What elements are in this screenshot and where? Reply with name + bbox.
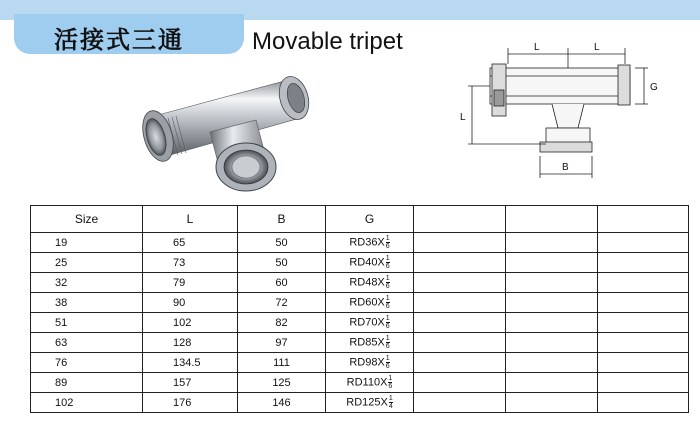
fraction-denominator: 6 [385,363,390,370]
cell-empty [598,293,689,313]
cell-l: 176 [143,393,238,413]
column-header-g: G [326,206,414,233]
thread-fraction [386,235,390,250]
fraction-numerator: 1 [385,235,390,242]
fraction-numerator: 1 [385,295,390,302]
fraction-denominator: 6 [385,343,390,350]
thread-spec: RD70X [349,316,385,329]
cell-empty [506,353,598,373]
fraction-denominator: 6 [385,283,390,290]
fraction-denominator: 6 [388,383,393,390]
tee-fitting-photo [128,60,328,195]
cell-size: 32 [31,273,143,293]
thread-fraction [386,315,390,330]
cell-empty [598,333,689,353]
cell-empty [506,253,598,273]
page-title-english: Movable tripet [252,28,403,55]
cell-empty [414,313,506,333]
table-row [31,253,689,273]
thread-fraction [386,255,390,270]
cell-l: 134.5 [143,353,238,373]
table-header-row [31,206,689,233]
thread-fraction [386,275,390,290]
page-title-chinese: 活接式三通 [54,26,184,54]
cell-l: 65 [143,233,238,253]
cell-empty [414,353,506,373]
cell-empty [414,333,506,353]
column-header-size: Size [31,206,143,233]
cell-empty [506,293,598,313]
cell-l: 157 [143,373,238,393]
cell-b: 50 [238,253,326,273]
spec-table [30,205,689,413]
cell-b: 50 [238,233,326,253]
thread-fraction [386,295,390,310]
cell-b: 82 [238,313,326,333]
thread-spec: RD60X [349,296,385,309]
column-header-empty [598,206,689,233]
fraction-numerator: 1 [385,275,390,282]
cell-l: 73 [143,253,238,273]
cell-empty [598,393,689,413]
cell-l: 128 [143,333,238,353]
fraction-denominator: 4 [388,403,393,410]
column-header-empty [506,206,598,233]
cell-size: 25 [31,253,143,273]
tee-technical-drawing [460,32,675,192]
thread-spec: RD85X [349,336,385,349]
fraction-denominator: 6 [385,323,390,330]
thread-fraction [388,375,392,390]
cell-empty [414,373,506,393]
table-row [31,373,689,393]
thread-spec: RD36X [349,236,385,249]
cell-l: 79 [143,273,238,293]
cell-size: 63 [31,333,143,353]
cell-g [326,233,414,253]
cell-size: 102 [31,393,143,413]
cell-empty [506,313,598,333]
cell-size: 38 [31,293,143,313]
title-tab [14,14,244,54]
cell-l: 102 [143,313,238,333]
cell-b: 60 [238,273,326,293]
cell-size: 89 [31,373,143,393]
thread-fraction [386,355,390,370]
fraction-numerator: 1 [385,315,390,322]
cell-empty [506,393,598,413]
cell-b: 72 [238,293,326,313]
thread-spec: RD40X [349,256,385,269]
cell-empty [598,253,689,273]
cell-g [326,393,414,413]
cell-b: 97 [238,333,326,353]
cell-empty [506,233,598,253]
table-row [31,393,689,413]
cell-b: 125 [238,373,326,393]
thread-spec: RD110X [346,376,388,389]
cell-empty [598,373,689,393]
thread-fraction [389,395,393,410]
column-header-b: B [238,206,326,233]
fraction-denominator: 6 [385,303,390,310]
column-header-empty [414,206,506,233]
cell-g [326,253,414,273]
thread-spec: RD125X [346,396,388,409]
thread-spec: RD98X [349,356,385,369]
table-row [31,313,689,333]
fraction-numerator: 1 [385,255,390,262]
cell-size: 19 [31,233,143,253]
cell-g [326,273,414,293]
table-row [31,333,689,353]
fraction-denominator: 6 [385,243,390,250]
dimension-label-l-left: L [460,112,466,123]
cell-size: 51 [31,313,143,333]
dimension-label-b: B [562,162,569,173]
column-header-l: L [143,206,238,233]
cell-empty [506,273,598,293]
cell-empty [506,333,598,353]
cell-empty [414,273,506,293]
table-row [31,353,689,373]
cell-b: 146 [238,393,326,413]
fraction-numerator: 1 [388,375,393,382]
cell-l: 90 [143,293,238,313]
dimension-label-l-top-left: L [534,42,540,53]
cell-empty [414,393,506,413]
cell-b: 111 [238,353,326,373]
cell-empty [598,233,689,253]
cell-empty [598,313,689,333]
cell-size: 76 [31,353,143,373]
cell-empty [598,353,689,373]
cell-empty [414,253,506,273]
cell-g [326,353,414,373]
fraction-numerator: 1 [388,395,393,402]
table-row [31,233,689,253]
thread-fraction [386,335,390,350]
dimension-label-g: G [650,82,658,93]
fraction-denominator: 6 [385,263,390,270]
cell-empty [414,233,506,253]
table-row [31,273,689,293]
fraction-numerator: 1 [385,355,390,362]
cell-g [326,293,414,313]
cell-empty [414,293,506,313]
cell-empty [598,273,689,293]
cell-g [326,333,414,353]
fraction-numerator: 1 [385,335,390,342]
table-row [31,293,689,313]
cell-g [326,373,414,393]
dimension-label-l-top-right: L [594,42,600,53]
cell-g [326,313,414,333]
thread-spec: RD48X [349,276,385,289]
cell-empty [506,373,598,393]
